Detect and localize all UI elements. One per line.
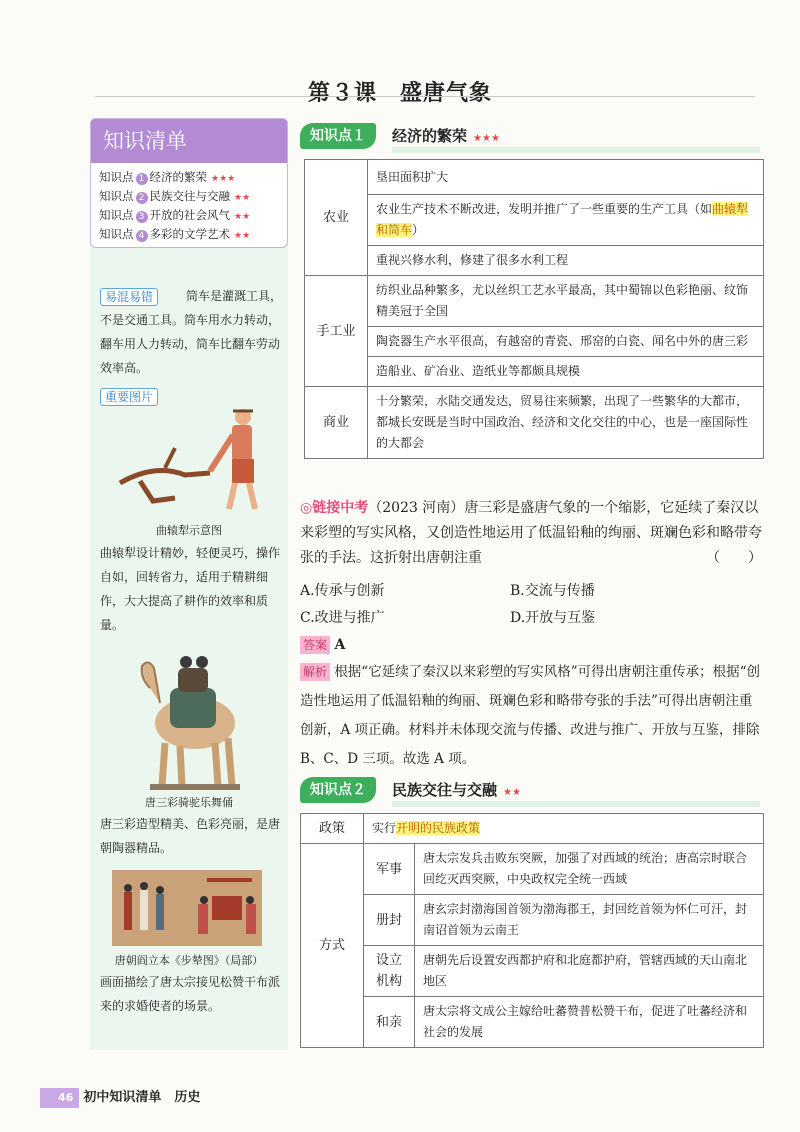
checklist-prefix: 知识点 (99, 170, 134, 184)
comm-row-1: 十分繁荣，水陆交通发达，贸易往来频繁，出现了一些繁华的大都市，都城长安既是当时中国政治、经济和文化交往的中心，也是一座国际性的大都会 (368, 387, 764, 459)
answer-blank: （ ） (706, 550, 762, 566)
table-row (305, 160, 764, 195)
kp1-table (304, 159, 764, 459)
table-row (305, 246, 764, 276)
star-rating-icon: ★★ (234, 231, 251, 241)
answer-value: A (334, 637, 346, 653)
kp1-divider (392, 147, 760, 153)
exam-question (300, 496, 762, 571)
page-number: 46 (40, 1088, 79, 1108)
agri-row-3: 重视兴修水利，修建了很多水利工程 (368, 246, 764, 276)
lesson-title (0, 76, 800, 107)
bunian-tu-painting-illustration (112, 870, 262, 946)
star-rating-icon: ★★★ (473, 133, 500, 144)
kp1-header (300, 123, 760, 149)
table-row (305, 195, 764, 246)
checklist-item-4[interactable] (99, 226, 287, 245)
pic2-caption: 唐三彩骑驼乐舞俑 (145, 796, 233, 809)
comm-label: 商业 (305, 387, 368, 459)
easy-confuse-text: 筒车是灌溉工具，不是交通工具。筒车用水力转动，翻车用人力转动，筒车比翻车劳动效率高。 (100, 289, 283, 375)
craft-label: 手工业 (305, 276, 368, 387)
knowledge-checklist (90, 118, 288, 248)
checklist-item-1[interactable] (99, 169, 287, 188)
method-enfeoff-text: 唐玄宗封渤海国首领为渤海郡王，封回纥首领为怀仁可汗，封南诏首领为云南王 (415, 895, 764, 946)
number-badge-icon: 2 (136, 192, 148, 204)
kp2-header (300, 777, 760, 803)
option-c[interactable]: C.改进与推广 (300, 610, 385, 626)
agri-row-2-highlight: 曲辕犁和筒车 (376, 202, 749, 237)
important-pic-label: 重要图片 (100, 388, 158, 406)
method-marriage-text: 唐太宗将文成公主嫁给吐蕃赞普松赞干布，促进了吐蕃经济和社会的发展 (415, 997, 764, 1048)
number-badge-icon: 4 (136, 230, 148, 242)
table-row (305, 357, 764, 387)
kp2-badge: 知识点２ (300, 777, 376, 803)
star-rating-icon: ★★ (234, 212, 251, 222)
analysis-tag: 解析 (300, 663, 330, 681)
checklist-label: 经济的繁荣 (149, 170, 207, 184)
easy-confuse-label: 易混易错 (100, 288, 158, 306)
method-military-text: 唐太宗发兵击败东突厥，加强了对西域的统治；唐高宗时联合回纥灭西突厥，中央政权完全统一西域 (415, 844, 764, 895)
option-b[interactable]: B.交流与传播 (510, 583, 595, 599)
agri-row-2-text: 农业生产技术不断改进，发明并推广了一些重要的生产工具（如 (376, 202, 713, 216)
knowledge-checklist-heading: 知识清单 (91, 119, 287, 163)
question-source: （2023 河南） (368, 500, 465, 516)
table-row (301, 946, 764, 997)
checklist-prefix: 知识点 (99, 208, 134, 222)
curved-plough-illustration (115, 403, 265, 513)
method-institution-label: 设立机构 (364, 946, 415, 997)
kp1-badge: 知识点１ (300, 123, 376, 149)
number-badge-icon: 3 (136, 211, 148, 223)
table-row (301, 814, 764, 844)
craft-row-2: 陶瓷器生产水平很高，有越窑的青瓷、邢窑的白瓷、闻名中外的唐三彩 (368, 327, 764, 357)
method-military-label: 军事 (364, 844, 415, 895)
link-exam-label: 链接中考 (312, 500, 369, 516)
answer-line (300, 636, 345, 654)
top-rule (95, 96, 755, 97)
method-marriage-label: 和亲 (364, 997, 415, 1048)
method-label: 方式 (301, 844, 364, 1048)
checklist-item-3[interactable] (99, 207, 287, 226)
checklist-prefix: 知识点 (99, 227, 134, 241)
sidebar (90, 118, 288, 1050)
tricolor-camel-figurine-illustration (130, 648, 250, 793)
pic2-desc: 唐三彩造型精美、色彩亮丽，是唐朝陶器精品。 (100, 817, 281, 855)
checklist-label: 多彩的文学艺术 (149, 227, 230, 241)
pic1-desc: 曲辕犁设计精妙，轻便灵巧，操作自如，回转省力，适用于精耕细作，大大提高了耕作的效率和质量。 (100, 546, 281, 632)
pic3-desc: 画面描绘了唐太宗接见松赞干布派来的求婚使者的场景。 (100, 975, 281, 1013)
method-institution-text: 唐朝先后设置安西都护府和北庭都护府，管辖西域的天山南北地区 (415, 946, 764, 997)
craft-row-3: 造船业、矿冶业、造纸业等都颇具规模 (368, 357, 764, 387)
pic3-caption: 唐朝阎立本《步辇图》（局部） (114, 954, 264, 967)
agri-label: 农业 (305, 160, 368, 276)
table-row (305, 387, 764, 459)
page-footer (40, 1086, 300, 1106)
star-rating-icon: ★★ (234, 193, 251, 203)
option-a[interactable]: A.传承与创新 (300, 583, 385, 599)
analysis (300, 658, 762, 774)
kp2-title-text: 民族交往与交融 (392, 781, 498, 799)
lesson-title-text: 第３课 盛唐气象 (294, 81, 506, 106)
kp1-title-text: 经济的繁荣 (392, 127, 468, 145)
number-badge-icon: 1 (136, 173, 148, 185)
star-rating-icon: ★★★ (211, 174, 236, 184)
table-row (305, 327, 764, 357)
checklist-label: 民族交往与交融 (149, 189, 230, 203)
table-row (301, 997, 764, 1048)
link-exam-tag: ◎链接中考 (300, 500, 369, 516)
agri-row-2-end: ） (412, 223, 425, 237)
policy-value (364, 814, 764, 844)
answer-tag: 答案 (300, 636, 330, 654)
checklist-prefix: 知识点 (99, 189, 134, 203)
kp2-table (300, 813, 764, 1048)
table-row (301, 844, 764, 895)
pic1-caption: 曲辕犁示意图 (156, 524, 222, 537)
kp2-divider (392, 801, 760, 807)
option-d[interactable]: D.开放与互鉴 (510, 610, 596, 626)
method-enfeoff-label: 册封 (364, 895, 415, 946)
table-row (301, 895, 764, 946)
agri-row-2 (368, 195, 764, 246)
policy-highlight: 开明的民族政策 (396, 821, 481, 835)
policy-label: 政策 (301, 814, 364, 844)
footer-title: 初中知识清单 历史 (83, 1090, 201, 1105)
checklist-label: 开放的社会风气 (149, 208, 230, 222)
table-row (305, 276, 764, 327)
question-stem: 唐三彩是盛唐气象的一个缩影，它延续了秦汉以来彩塑的写实风格，又创造性地运用了低温铅釉的绚丽、斑斓色彩和略带夸张的手法。这折射出唐朝注重 (300, 500, 762, 566)
checklist-item-2[interactable] (99, 188, 287, 207)
agri-row-1: 垦田面积扩大 (368, 160, 764, 195)
analysis-text: 根据“它延续了秦汉以来彩塑的写实风格”可得出唐朝注重传承；根据“创造性地运用了低温铅釉的绚丽、斑斓色彩和略带夸张的手法”可得出唐朝注重创新，A 项正确。材料并未体现交流与传播、改进与推广、开放与互鉴，排除 B、C、D 三项。故选 A 项。 (300, 664, 761, 767)
craft-row-1: 纺织业品种繁多，尤以丝织工艺水平最高，其中蜀锦以色彩艳丽、纹饰精美冠于全国 (368, 276, 764, 327)
star-rating-icon: ★★ (503, 787, 521, 798)
knowledge-checklist-list (91, 163, 287, 245)
policy-text: 实行 (372, 821, 397, 835)
